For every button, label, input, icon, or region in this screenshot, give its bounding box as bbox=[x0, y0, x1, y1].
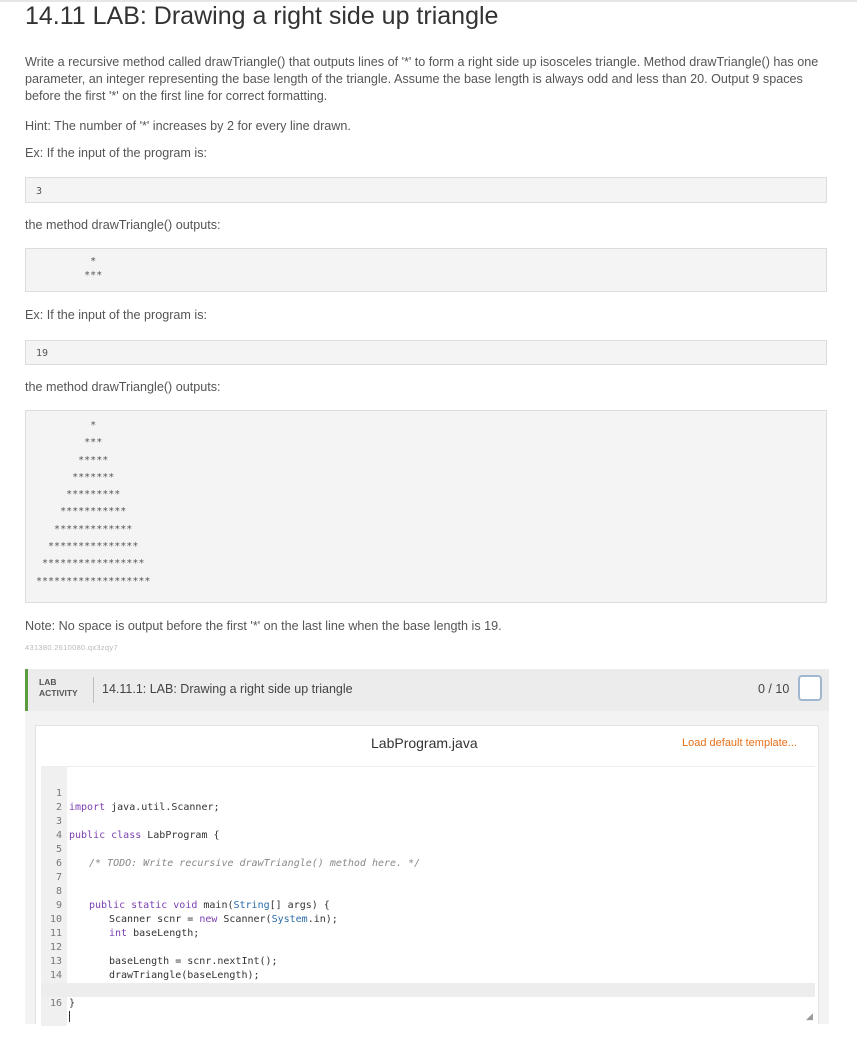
code-line: 10 int baseLength; bbox=[49, 914, 200, 939]
code-line: 9 Scanner scnr = new Scanner(System.in); bbox=[55, 900, 338, 925]
page-title: 14.11 LAB: Drawing a right side up triangle bbox=[25, 2, 499, 30]
example1-input-box bbox=[25, 177, 827, 203]
code-line: 5 /* TODO: Write recursive drawTriangle() method here. */ bbox=[55, 844, 421, 869]
completion-checkbox[interactable] bbox=[798, 675, 822, 701]
file-name: LabProgram.java bbox=[371, 735, 478, 751]
lab-activity-tag bbox=[39, 677, 78, 699]
code-line-active: 16 bbox=[41, 983, 815, 997]
code-line bbox=[41, 969, 815, 983]
example2-output: * *** ***** ******* ********* *********** ************* *************** ***************** ******************* bbox=[36, 420, 151, 587]
code-line: 8 public static void main(String[] args) { bbox=[55, 886, 330, 911]
example2-input: 19 bbox=[36, 348, 49, 359]
text-cursor bbox=[69, 1011, 70, 1022]
example1-intro: Ex: If the input of the program is: bbox=[25, 146, 208, 160]
example1-output: * *** bbox=[84, 256, 103, 281]
note-text: Note: No space is output before the first '*' on the last line when the base length is 19. bbox=[25, 619, 502, 633]
lab-activity-panel bbox=[25, 669, 829, 1024]
code-line: 3 public class LabProgram { bbox=[55, 816, 220, 841]
example2-intro: Ex: If the input of the program is: bbox=[25, 308, 208, 322]
reference-id: 431380.2610080.qx3zqy7 bbox=[25, 643, 118, 652]
code-line: 13 drawTriangle(baseLength); bbox=[49, 956, 260, 981]
lab-score: 0 / 10 bbox=[758, 682, 790, 696]
code-line: 4 bbox=[55, 830, 62, 841]
code-line: 12 baseLength = scnr.nextInt(); bbox=[49, 942, 278, 967]
lab-tag-line1: LAB bbox=[39, 677, 57, 687]
example2-output-box bbox=[25, 410, 827, 603]
example1-output-box bbox=[25, 248, 827, 292]
example1-outro: the method drawTriangle() outputs: bbox=[25, 218, 221, 232]
code-line: 1 import java.util.Scanner; bbox=[55, 788, 220, 813]
code-line: 6 bbox=[55, 858, 62, 869]
lab-header bbox=[25, 669, 829, 711]
code-editor-container bbox=[35, 725, 819, 1024]
code-line: 11 bbox=[49, 928, 62, 939]
code-editor[interactable] bbox=[41, 766, 815, 1026]
hint-text: Hint: The number of '*' increases by 2 for every line drawn. bbox=[25, 119, 351, 133]
example1-input: 3 bbox=[36, 186, 43, 197]
code-line: 14 bbox=[49, 970, 62, 981]
load-default-template-link[interactable]: Load default template... bbox=[682, 737, 797, 749]
problem-description: Write a recursive method called drawTriangle() that outputs lines of '*' to form a right side up isosceles triangle. Method drawTriangle() has one parameter, an integer representing the base length of the triangle. Assume the base length is always odd and less than 20. Output 9 spaces before the first '*' on the first line for correct formatting. bbox=[25, 55, 819, 103]
code-line: 7 bbox=[55, 872, 62, 883]
example2-input-box bbox=[25, 340, 827, 365]
resize-handle-icon[interactable]: ◢ bbox=[806, 1011, 813, 1021]
lab-title: 14.11.1: LAB: Drawing a right side up triangle bbox=[102, 682, 353, 696]
example2-outro: the method drawTriangle() outputs: bbox=[25, 380, 221, 394]
code-line: 2 bbox=[55, 802, 62, 813]
lab-tag-line2: ACTIVITY bbox=[39, 688, 78, 698]
header-divider bbox=[93, 677, 94, 703]
